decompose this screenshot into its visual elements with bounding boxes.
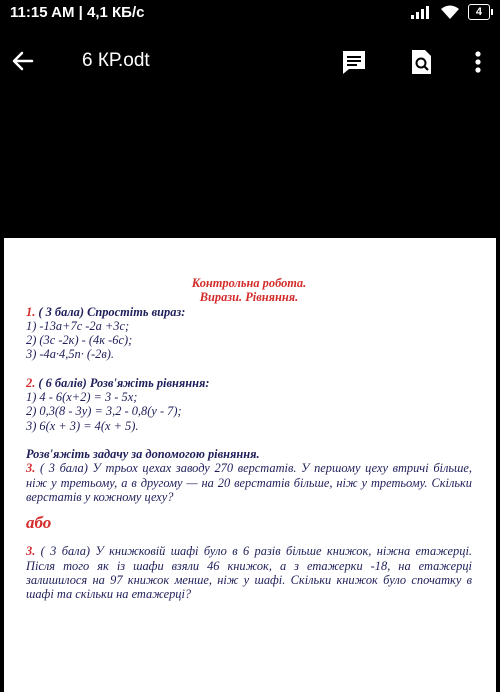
task-3-text — [26, 461, 472, 504]
search-document-icon[interactable] — [407, 48, 435, 76]
task-1-item: 3) -4а·4,5n· (-2в). — [26, 347, 114, 362]
task-1-heading — [26, 305, 472, 319]
document-title: 6 КР.odt — [82, 50, 150, 71]
task-3-number: 3. — [26, 461, 36, 476]
task-3-alt-text — [26, 544, 472, 601]
doc-title-line-2: Вирази. Рівняння. — [199, 290, 299, 305]
status-time: 11:15 AM | 4,1 КБ/с — [10, 4, 145, 21]
or-separator: або — [26, 513, 52, 533]
document-content — [26, 276, 472, 602]
edit-document-icon[interactable] — [340, 48, 368, 76]
task-2-title: ( 6 балів) Розв'яжіть рівняння: — [38, 375, 210, 390]
task-2-item: 3) 6(х + 3) = 4(х + 5). — [26, 418, 139, 433]
task-2-heading — [26, 376, 472, 390]
task-2-number: 2. — [26, 375, 36, 390]
task-3-section-heading: Розв'яжіть задачу за допомогою рівняння. — [26, 446, 260, 461]
task-1-number: 1. — [26, 304, 36, 319]
task-3-alt-body: ( 3 бала) У книжковій шафі було в 6 разів більше книжок, ніжна етажерці. Після того як із шафи взяли 46 книжок, а з етажерки -18, на етажерці залишилося на 97 книжок менше, ніж у шафі. Скільки книжок було спочатку в шафі та скільки на етажерці? — [26, 544, 472, 602]
task-1-title: ( 3 бала) Спростіть вираз: — [38, 304, 186, 319]
app-bar — [0, 36, 500, 88]
task-2-item: 1) 4 - 6(х+2) = 3 - 5х; — [26, 390, 138, 405]
wifi-icon — [440, 5, 460, 20]
status-bar — [0, 0, 500, 26]
more-options-icon[interactable] — [464, 48, 492, 76]
doc-title-line-1: Контрольна робота. — [191, 276, 307, 290]
document-page — [4, 238, 496, 692]
task-1-item: 1) -13а+7с -2а +3с; — [26, 318, 130, 333]
task-3-alt-number: 3. — [26, 544, 36, 559]
status-icons — [410, 4, 490, 20]
back-arrow-icon[interactable] — [10, 48, 36, 74]
task-1-item: 2) (3с -2к) - (4к -6с); — [26, 333, 133, 348]
task-2-item: 2) 0,3(8 - 3у) = 3,2 - 0,8(у - 7); — [26, 404, 182, 419]
task-3-body: ( 3 бала) У трьох цехах заводу 270 верстатів. У першому цеху втричі більше, ніж у третьому, а в другому — на 20 верстатів більше, ніж у третьому. Скільки верстатів у кожному цеху? — [26, 461, 472, 504]
signal-icon — [410, 5, 432, 19]
battery-icon: 4 — [468, 4, 490, 20]
